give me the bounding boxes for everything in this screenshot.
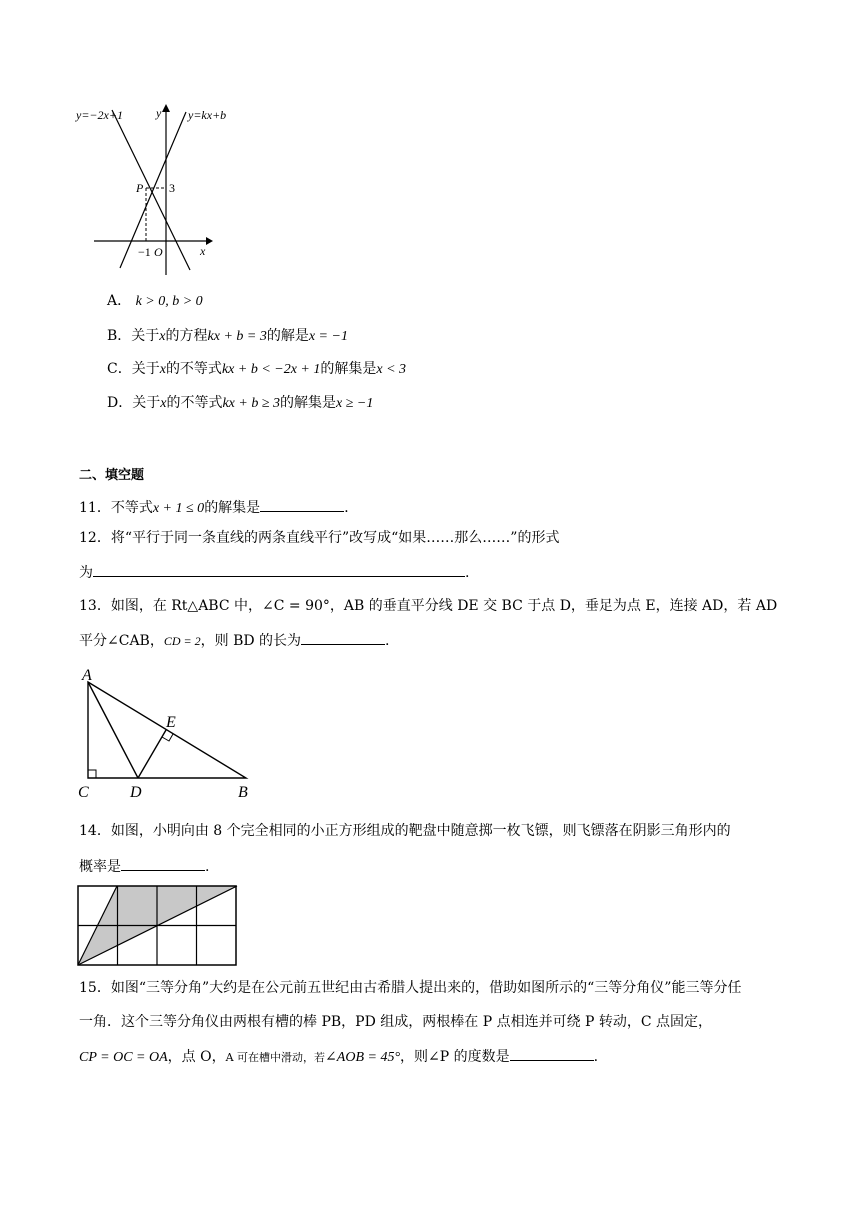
vertex-a-label: A [82,667,92,684]
triangle-figure [74,664,264,804]
vertex-c-label: C [78,784,89,801]
question-11: 11．不等式x + 1 ≤ 0的解集是 ． [79,497,358,519]
y-axis-label: y [156,106,162,120]
vertex-b-label: B [238,784,248,801]
answer-blank-15[interactable] [510,1046,594,1061]
answer-blank-13[interactable] [301,630,385,645]
linear-functions-graph [70,100,230,280]
vertex-d-label: D [130,784,142,801]
answer-blank-11[interactable] [260,497,344,512]
question-15-line1: 15．如图“三等分角”大约是在公元前五世纪由古希腊人提出来的，借助如图所示的“三等分角仪”能三等分任 [79,980,742,996]
x-value-label: −1 [138,245,151,259]
origin-label: O [154,245,163,259]
question-14-line2: 概率是 . [79,856,209,877]
question-12-line2: 为 . [79,562,469,583]
question-13-line1: 13．如图，在 Rt△ABC 中，∠C = 90°，AB 的垂直平分线 DE 交 BC 于点 D，垂足为点 E，连接 AD，若 AD [79,598,778,614]
question-15-line3: CP = OC = OA，点 O，A 可在槽中滑动，若∠AOB = 45°，则∠P 的度数是 . [79,1046,598,1068]
question-14-line1: 14．如图，小明向由 8 个完全相同的小正方形组成的靶盘中随意掷一枚飞镖，则飞镖落在阴影三角形内的 [79,823,731,839]
vertex-e-label: E [166,714,176,731]
option-c: C．关于x的不等式kx + b < −2x + 1的解集是x < 3 [107,361,407,377]
answer-blank-14[interactable] [121,856,205,871]
question-15-line2: 一角．这个三等分角仪由两根有槽的棒 PB，PD 组成，两根棒在 P 点相连并可绕 P 转动，C 点固定， [79,1014,713,1030]
line2-label: y=kx+b [188,108,227,122]
option-b: B．关于x的方程kx + b = 3的解是x = −1 [107,328,348,344]
point-p-label: P [136,181,144,195]
answer-blank-12[interactable] [93,562,465,577]
section-title: 二、填空题 [79,468,145,483]
x-axis-label: x [200,244,206,258]
option-a: A． k > 0, b > 0 [107,293,203,309]
question-13-line2: 平分∠CAB，CD = 2，则 BD 的长为 . [79,630,390,651]
y-value-label: 3 [169,181,175,195]
dartboard-grid [77,884,239,968]
question-12-line1: 12．将“平行于同一条直线的两条直线平行”改写成“如果……那么……”的形式 [79,530,560,546]
line1-label: y=−2x+1 [76,108,123,122]
option-d: D．关于x的不等式kx + b ≥ 3的解集是x ≥ −1 [107,395,374,411]
